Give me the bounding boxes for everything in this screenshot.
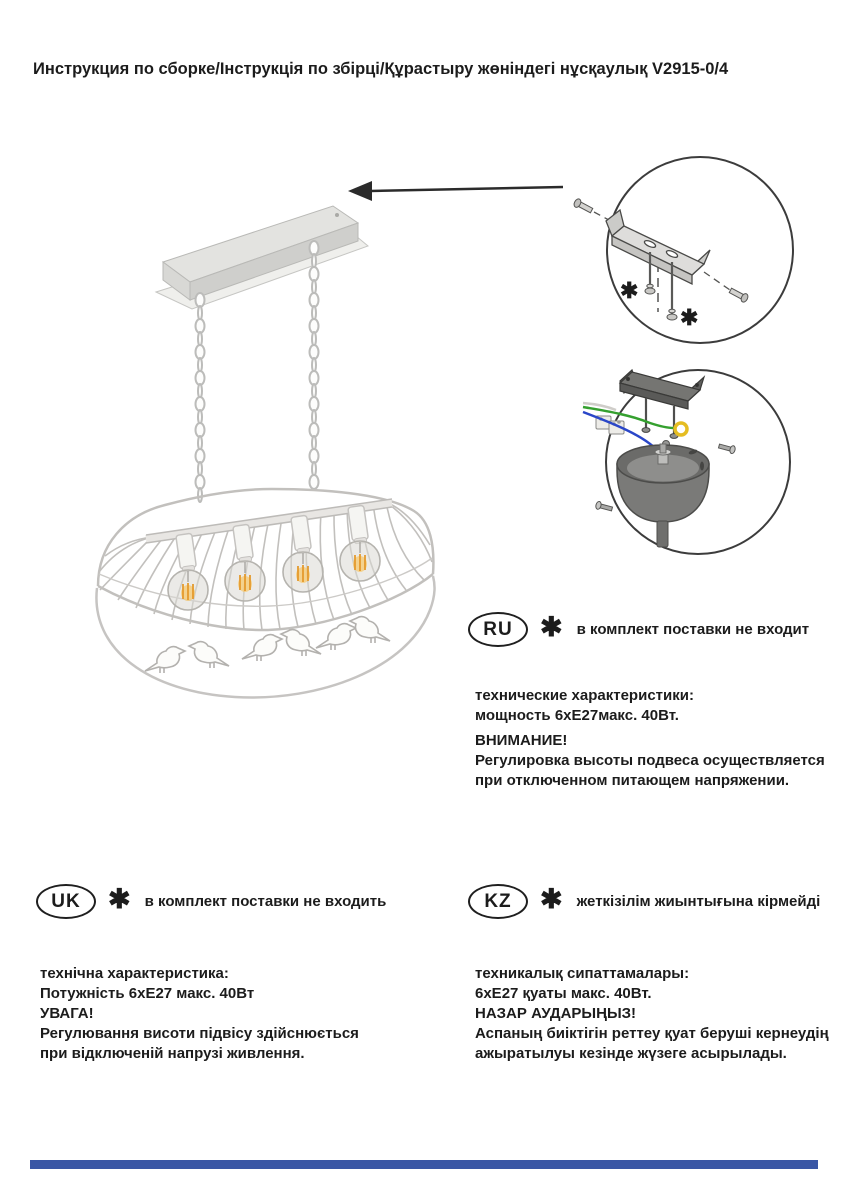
light-bulb bbox=[283, 552, 323, 592]
page-title: Инструкция по сборке/Інструкція по збірці/Құрастыру жөніндегі нұсқаулық V2915-0/4 bbox=[33, 60, 729, 78]
wire-cage bbox=[98, 489, 433, 630]
spec-heading: техникалық сипаттамалары: bbox=[475, 965, 690, 982]
spec-power: Потужність 6хЕ27 макс. 40Вт bbox=[40, 985, 255, 1002]
spec-heading: технічна характеристика: bbox=[40, 965, 229, 982]
chain-left bbox=[196, 293, 205, 502]
spec-power: мощность 6хЕ27макс. 40Вт. bbox=[475, 707, 679, 724]
detail-callout-bracket bbox=[573, 157, 793, 343]
detail-callout-canopy bbox=[583, 370, 790, 554]
specs-kz bbox=[475, 964, 848, 1064]
side-bolt bbox=[573, 198, 594, 215]
bird-figure bbox=[242, 635, 282, 661]
legend-row-kz bbox=[468, 884, 820, 919]
light-bulb bbox=[225, 561, 265, 601]
spec-warning-title: ВНИМАНИЕ! bbox=[475, 732, 568, 749]
lang-badge-ru: RU bbox=[468, 612, 528, 647]
ceiling-plate bbox=[156, 206, 368, 309]
asterisk-icon: ✱ bbox=[540, 884, 563, 914]
bird-figure bbox=[145, 647, 185, 673]
callout-arrow bbox=[348, 181, 563, 201]
bird-figure bbox=[350, 617, 390, 643]
spec-warning-line: Аспаның биіктігін реттеу қуат беруші кернеудің bbox=[475, 1025, 829, 1042]
lang-badge-uk: UK bbox=[36, 884, 96, 919]
footer-accent-bar bbox=[30, 1160, 818, 1169]
spec-warning-line: при відключеній напрузі живлення. bbox=[40, 1045, 305, 1062]
asterisk-icon: ✱ bbox=[540, 612, 563, 642]
canopy-side-screw bbox=[595, 501, 613, 513]
spec-warning-line: при отключенном питающем напряжении. bbox=[475, 772, 790, 789]
bird-figure bbox=[281, 630, 321, 656]
spec-power: 6хЕ27 қуаты макс. 40Вт. bbox=[475, 985, 652, 1002]
spec-warning-line: Регулювання висоти підвісу здійснюється bbox=[40, 1025, 359, 1042]
specs-uk bbox=[40, 964, 440, 1064]
not-included-note-uk: в комплект поставки не входить bbox=[144, 893, 387, 910]
chain-right bbox=[310, 241, 319, 489]
spec-warning-title: УВАГА! bbox=[40, 1005, 94, 1022]
lamp-socket bbox=[291, 515, 312, 554]
spec-warning-line: Регулировка высоты подвеса осуществляется bbox=[475, 752, 825, 769]
spec-warning-line: ажыратылуы кезінде жүзеге асырылады. bbox=[475, 1045, 787, 1062]
lang-badge-kz: KZ bbox=[468, 884, 528, 919]
light-bulb bbox=[340, 541, 380, 581]
not-included-note-kz: жеткізілім жиынтығына кірмейді bbox=[576, 893, 821, 910]
specs-ru bbox=[475, 686, 835, 791]
legend-row-ru bbox=[468, 612, 809, 647]
asterisk-icon: ✱ bbox=[620, 278, 639, 303]
light-bulb bbox=[168, 570, 208, 610]
spec-warning-title: НАЗАР АУДАРЫҢЫЗ! bbox=[475, 1005, 637, 1022]
legend-row-uk bbox=[36, 884, 386, 919]
canopy-stem bbox=[657, 521, 668, 547]
asterisk-icon: ✱ bbox=[680, 305, 699, 330]
bird-figure bbox=[189, 642, 229, 668]
pendant-lamp bbox=[96, 206, 434, 697]
lamp-socket bbox=[176, 533, 197, 572]
spec-heading: технические характеристики: bbox=[475, 687, 694, 704]
bird-figure bbox=[316, 624, 356, 650]
not-included-note-ru: в комплект поставки не входит bbox=[576, 621, 810, 638]
lamp-socket bbox=[233, 524, 254, 563]
asterisk-icon: ✱ bbox=[108, 884, 131, 914]
